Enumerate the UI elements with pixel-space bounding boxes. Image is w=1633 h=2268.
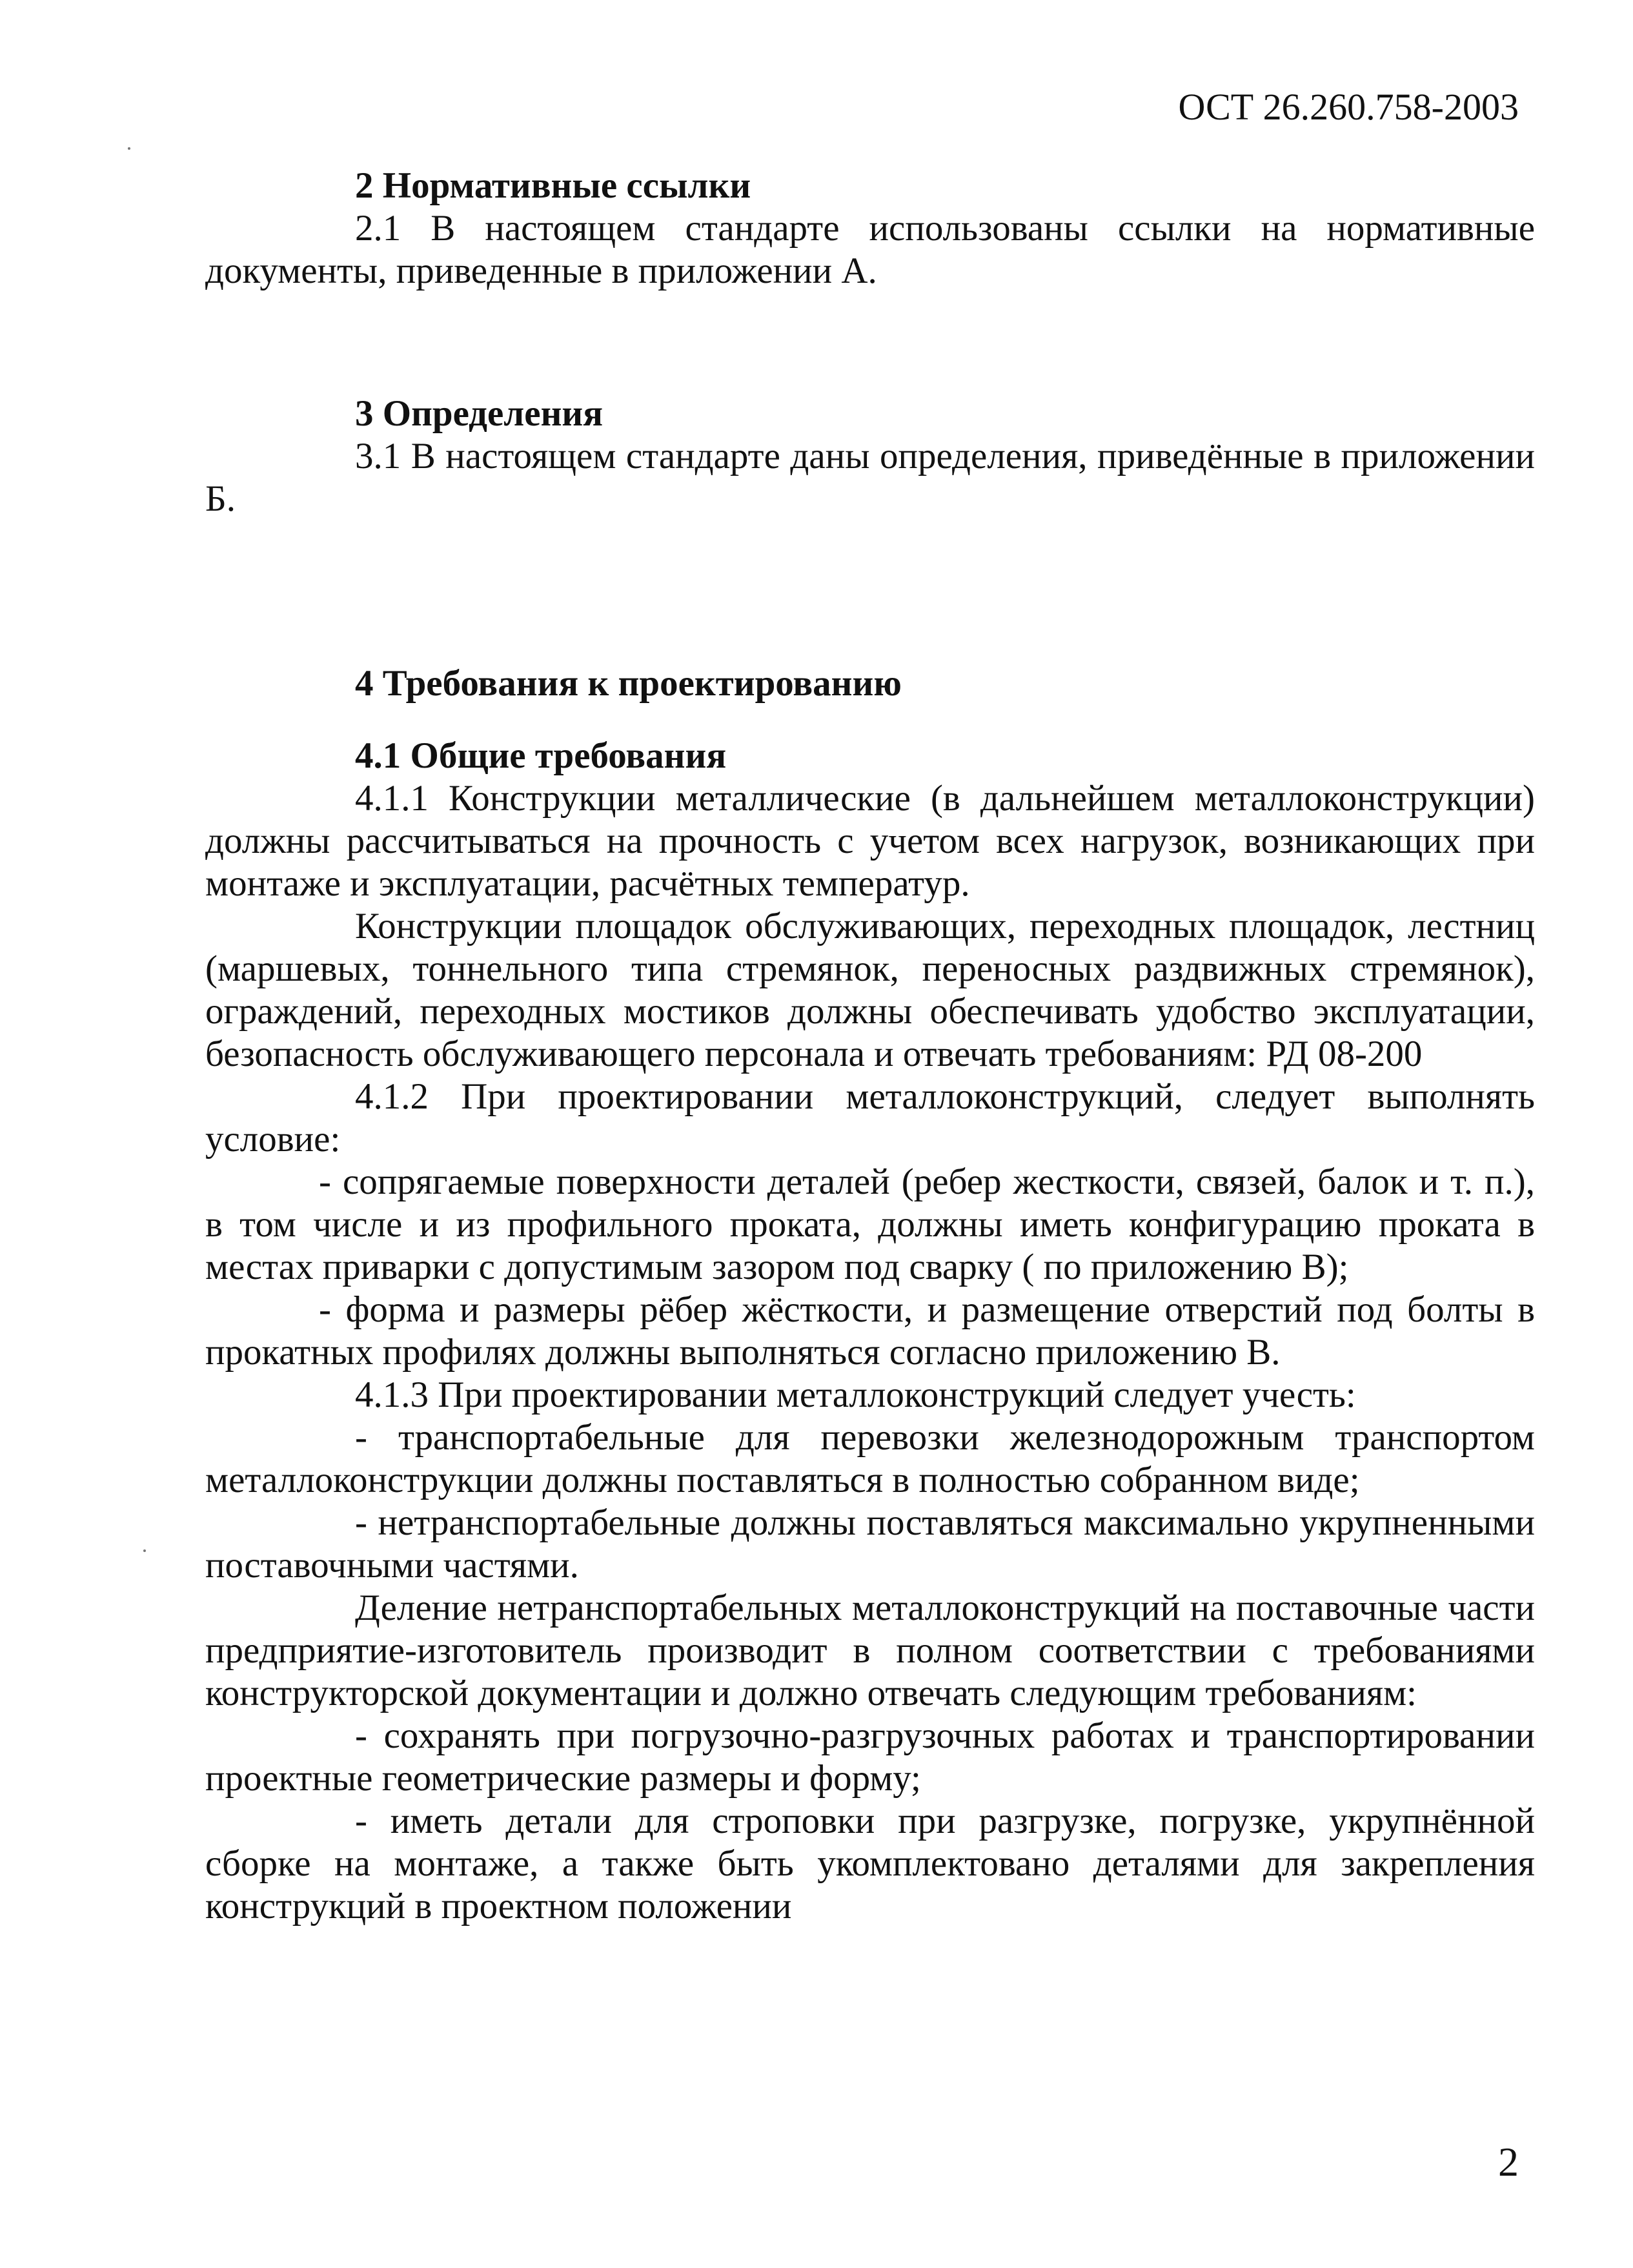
paragraph-4-1-1-continued: Конструкции площадок обслуживающих, переходных площадок, лестниц (маршевых, тоннельного типа стремянок, переносных раздвижных стремянок), ограждений, переходных мостиков должны обеспечивать удобство эксплуатации, безопасность обслуживающего персонала и отвечать требованиям: РД 08-200 — [205, 906, 1535, 1074]
section-2-1-paragraph: 2.1 В настоящем стандарте использованы ссылки на нормативные документы, приведенные в приложении А. — [205, 208, 1535, 291]
paragraph-4-1-3-division-item-2: - иметь детали для строповки при разгрузке, погрузке, укрупнённой сборке на монтаже, а также быть укомплектовано деталями для закрепления конструкций в проектном положении — [205, 1801, 1535, 1926]
section-2-title: 2 Нормативные ссылки — [355, 165, 751, 206]
paragraph-4-1-2: 4.1.2 При проектировании металлоконструкций, следует выполнять условие: — [205, 1076, 1535, 1160]
paragraph-4-1-1: 4.1.1 Конструкции металлические (в дальнейшем металлоконструкции) должны рассчитываться на прочность с учетом всех нагрузок, возникающих при монтаже и эксплуатации, расчётных температур. — [205, 778, 1535, 904]
paragraph-4-1-3-item-1: - транспортабельные для перевозки железнодорожным транспортом металлоконструкции должны поставляться в полностью собранном виде; — [205, 1417, 1535, 1500]
scan-speck — [128, 147, 130, 150]
paragraph-4-1-3: 4.1.3 При проектировании металлоконструкций следует учесть: — [355, 1374, 1356, 1415]
document-code: ОСТ 26.260.758-2003 — [1178, 86, 1519, 128]
paragraph-4-1-2-item-2: - форма и размеры рёбер жёсткости, и размещение отверстий под болты в прокатных профилях должны выполняться согласно приложению В. — [205, 1289, 1535, 1373]
scan-speck — [143, 1549, 146, 1552]
page-number: 2 — [1498, 2139, 1519, 2185]
paragraph-4-1-3-division-item-1: - сохранять при погрузочно-разгрузочных работах и транспортировании проектные геометрические размеры и форму; — [205, 1715, 1535, 1799]
paragraph-4-1-2-item-1: - сопрягаемые поверхности деталей (ребер жесткости, связей, балок и т. п.), в том числе и из профильного проката, должны иметь конфигурацию проката в местах приварки с допустимым зазором под сварку ( по приложению В); — [205, 1161, 1535, 1287]
document-body — [205, 165, 1535, 1928]
section-3-title: 3 Определения — [355, 393, 604, 434]
section-3-1-paragraph: 3.1 В настоящем стандарте даны определения, приведённые в приложении Б. — [205, 436, 1535, 519]
section-4-1-title: 4.1 Общие требования — [355, 735, 727, 776]
paragraph-4-1-3-division: Деление нетранспортабельных металлоконструкций на поставочные части предприятие-изготовитель производит в полном соответствии с требованиями конструкторской документации и должно отвечать следующим требованиям: — [205, 1588, 1535, 1713]
section-4-title: 4 Требования к проектированию — [355, 663, 902, 704]
paragraph-4-1-3-item-2: - нетранспортабельные должны поставляться максимально укрупненными поставочными частями. — [205, 1502, 1535, 1586]
